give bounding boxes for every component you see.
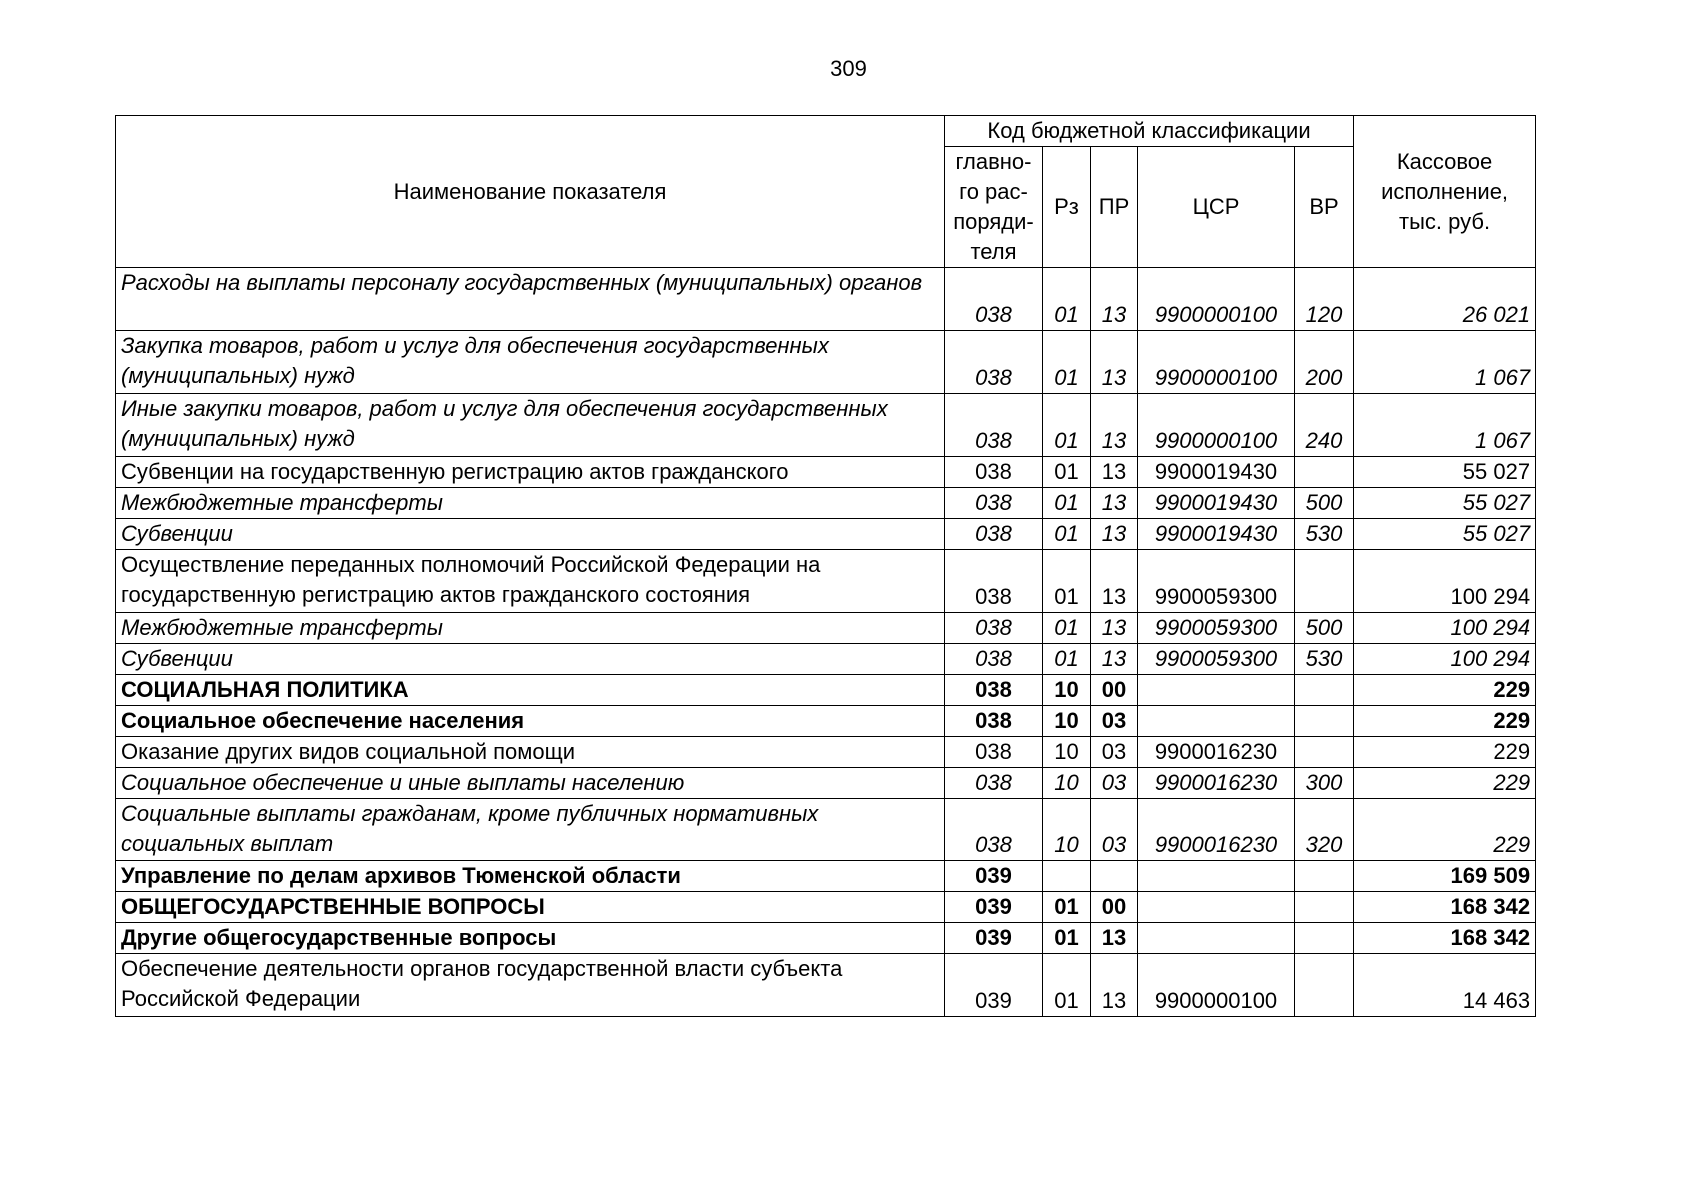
row-csr-code: 9900000100 (1138, 268, 1295, 331)
row-vr-code (1295, 737, 1354, 768)
row-rz-code: 01 (1043, 331, 1091, 394)
row-pr-code (1091, 861, 1138, 892)
row-execution-sum: 55 027 (1354, 457, 1536, 488)
row-main-manager-code: 038 (945, 519, 1043, 550)
row-name: Субвенции (116, 519, 945, 550)
row-pr-code: 13 (1091, 954, 1138, 1017)
table-row (116, 550, 1536, 613)
row-vr-code (1295, 892, 1354, 923)
row-execution-sum: 26 021 (1354, 268, 1536, 331)
header-main-manager: главно-го рас-поряди-теля (945, 147, 1043, 268)
row-csr-code (1138, 675, 1295, 706)
row-pr-code: 13 (1091, 331, 1138, 394)
row-execution-sum: 100 294 (1354, 644, 1536, 675)
row-execution-sum: 1 067 (1354, 394, 1536, 457)
row-execution-sum: 169 509 (1354, 861, 1536, 892)
table-body (116, 268, 1536, 1017)
row-main-manager-code: 039 (945, 923, 1043, 954)
row-pr-code: 03 (1091, 706, 1138, 737)
row-vr-code (1295, 954, 1354, 1017)
row-name: ОБЩЕГОСУДАРСТВЕННЫЕ ВОПРОСЫ (116, 892, 945, 923)
row-name: Социальное обеспечение населения (116, 706, 945, 737)
row-rz-code: 01 (1043, 644, 1091, 675)
row-main-manager-code: 038 (945, 675, 1043, 706)
row-main-manager-code: 039 (945, 861, 1043, 892)
row-csr-code: 9900059300 (1138, 613, 1295, 644)
row-rz-code: 10 (1043, 768, 1091, 799)
table-row (116, 706, 1536, 737)
row-pr-code: 00 (1091, 675, 1138, 706)
row-pr-code: 03 (1091, 768, 1138, 799)
table-row (116, 923, 1536, 954)
row-main-manager-code: 038 (945, 457, 1043, 488)
row-execution-sum: 100 294 (1354, 550, 1536, 613)
row-csr-code: 9900016230 (1138, 768, 1295, 799)
row-csr-code (1138, 706, 1295, 737)
row-execution-sum: 55 027 (1354, 488, 1536, 519)
table-row (116, 488, 1536, 519)
table-header (116, 116, 1536, 268)
table-row (116, 644, 1536, 675)
row-name: Межбюджетные трансферты (116, 613, 945, 644)
row-name: Закупка товаров, работ и услуг для обеспечения государственных (муниципальных) нужд (116, 331, 945, 394)
row-execution-sum: 229 (1354, 768, 1536, 799)
row-vr-code (1295, 706, 1354, 737)
row-csr-code: 9900019430 (1138, 457, 1295, 488)
row-vr-code: 500 (1295, 613, 1354, 644)
row-vr-code: 300 (1295, 768, 1354, 799)
row-main-manager-code: 038 (945, 613, 1043, 644)
header-execution: Кассовое исполнение, тыс. руб. (1354, 116, 1536, 268)
row-main-manager-code: 038 (945, 550, 1043, 613)
row-name: Осуществление переданных полномочий Российской Федерации на государственную регистрацию актов гражданского состояния (116, 550, 945, 613)
row-name: Социальное обеспечение и иные выплаты населению (116, 768, 945, 799)
row-vr-code: 500 (1295, 488, 1354, 519)
row-pr-code: 03 (1091, 737, 1138, 768)
row-csr-code: 9900000100 (1138, 331, 1295, 394)
row-pr-code: 13 (1091, 923, 1138, 954)
row-main-manager-code: 038 (945, 644, 1043, 675)
table-row (116, 861, 1536, 892)
table-row (116, 457, 1536, 488)
row-main-manager-code: 038 (945, 706, 1043, 737)
row-pr-code: 13 (1091, 268, 1138, 331)
row-csr-code: 9900019430 (1138, 488, 1295, 519)
row-name: Иные закупки товаров, работ и услуг для обеспечения государственных (муниципальных) нужд (116, 394, 945, 457)
table-row (116, 268, 1536, 331)
row-vr-code (1295, 861, 1354, 892)
row-execution-sum: 229 (1354, 675, 1536, 706)
table-row (116, 394, 1536, 457)
table-row (116, 768, 1536, 799)
row-pr-code: 13 (1091, 457, 1138, 488)
row-vr-code (1295, 675, 1354, 706)
row-csr-code: 9900000100 (1138, 954, 1295, 1017)
row-csr-code: 9900016230 (1138, 737, 1295, 768)
row-rz-code: 01 (1043, 394, 1091, 457)
row-execution-sum: 168 342 (1354, 923, 1536, 954)
row-csr-code: 9900059300 (1138, 644, 1295, 675)
header-csr: ЦСР (1138, 147, 1295, 268)
header-code-group: Код бюджетной классификации (945, 116, 1354, 147)
row-csr-code (1138, 892, 1295, 923)
row-rz-code: 01 (1043, 268, 1091, 331)
row-csr-code (1138, 923, 1295, 954)
row-main-manager-code: 038 (945, 799, 1043, 861)
row-vr-code: 530 (1295, 644, 1354, 675)
row-execution-sum: 100 294 (1354, 613, 1536, 644)
row-main-manager-code: 038 (945, 768, 1043, 799)
row-rz-code: 01 (1043, 457, 1091, 488)
row-vr-code: 320 (1295, 799, 1354, 861)
row-csr-code: 9900000100 (1138, 394, 1295, 457)
table-row (116, 675, 1536, 706)
budget-table (115, 115, 1536, 1017)
row-execution-sum: 55 027 (1354, 519, 1536, 550)
row-name: Субвенции (116, 644, 945, 675)
header-rz: Рз (1043, 147, 1091, 268)
row-rz-code: 01 (1043, 488, 1091, 519)
row-rz-code: 10 (1043, 737, 1091, 768)
row-csr-code (1138, 861, 1295, 892)
table-row (116, 892, 1536, 923)
row-vr-code: 240 (1295, 394, 1354, 457)
row-name: Субвенции на государственную регистрацию актов гражданского (116, 457, 945, 488)
row-execution-sum: 1 067 (1354, 331, 1536, 394)
table-row (116, 799, 1536, 861)
row-pr-code: 13 (1091, 613, 1138, 644)
table-row (116, 954, 1536, 1017)
row-vr-code (1295, 550, 1354, 613)
header-pr: ПР (1091, 147, 1138, 268)
row-rz-code: 01 (1043, 892, 1091, 923)
row-name: Социальные выплаты гражданам, кроме публичных нормативных социальных выплат (116, 799, 945, 861)
row-rz-code: 10 (1043, 706, 1091, 737)
row-rz-code: 01 (1043, 519, 1091, 550)
row-execution-sum: 229 (1354, 706, 1536, 737)
row-main-manager-code: 038 (945, 268, 1043, 331)
row-rz-code: 01 (1043, 954, 1091, 1017)
row-execution-sum: 229 (1354, 737, 1536, 768)
row-name: Оказание других видов социальной помощи (116, 737, 945, 768)
table-row (116, 519, 1536, 550)
row-csr-code: 9900059300 (1138, 550, 1295, 613)
row-name: Другие общегосударственные вопросы (116, 923, 945, 954)
row-rz-code: 01 (1043, 550, 1091, 613)
row-vr-code (1295, 923, 1354, 954)
row-pr-code: 13 (1091, 394, 1138, 457)
row-pr-code: 03 (1091, 799, 1138, 861)
row-name: Межбюджетные трансферты (116, 488, 945, 519)
row-rz-code: 10 (1043, 799, 1091, 861)
row-execution-sum: 168 342 (1354, 892, 1536, 923)
page-number: 309 (830, 56, 867, 81)
row-csr-code: 9900019430 (1138, 519, 1295, 550)
row-vr-code: 200 (1295, 331, 1354, 394)
row-pr-code: 00 (1091, 892, 1138, 923)
table-row (116, 613, 1536, 644)
row-name: СОЦИАЛЬНАЯ ПОЛИТИКА (116, 675, 945, 706)
row-main-manager-code: 038 (945, 394, 1043, 457)
row-vr-code: 530 (1295, 519, 1354, 550)
row-rz-code: 01 (1043, 923, 1091, 954)
row-pr-code: 13 (1091, 644, 1138, 675)
header-vr: ВР (1295, 147, 1354, 268)
row-pr-code: 13 (1091, 488, 1138, 519)
row-main-manager-code: 038 (945, 737, 1043, 768)
table-row (116, 331, 1536, 394)
row-rz-code: 01 (1043, 613, 1091, 644)
row-main-manager-code: 039 (945, 892, 1043, 923)
table-row (116, 737, 1536, 768)
row-rz-code: 10 (1043, 675, 1091, 706)
row-execution-sum: 229 (1354, 799, 1536, 861)
row-pr-code: 13 (1091, 550, 1138, 613)
row-pr-code: 13 (1091, 519, 1138, 550)
row-rz-code (1043, 861, 1091, 892)
row-name: Управление по делам архивов Тюменской области (116, 861, 945, 892)
row-main-manager-code: 038 (945, 331, 1043, 394)
row-main-manager-code: 038 (945, 488, 1043, 519)
row-vr-code (1295, 457, 1354, 488)
row-vr-code: 120 (1295, 268, 1354, 331)
row-csr-code: 9900016230 (1138, 799, 1295, 861)
row-name: Обеспечение деятельности органов государственной власти субъекта Российской Федерации (116, 954, 945, 1017)
header-name: Наименование показателя (116, 116, 945, 268)
row-name: Расходы на выплаты персоналу государственных (муниципальных) органов (116, 268, 945, 331)
row-main-manager-code: 039 (945, 954, 1043, 1017)
row-execution-sum: 14 463 (1354, 954, 1536, 1017)
